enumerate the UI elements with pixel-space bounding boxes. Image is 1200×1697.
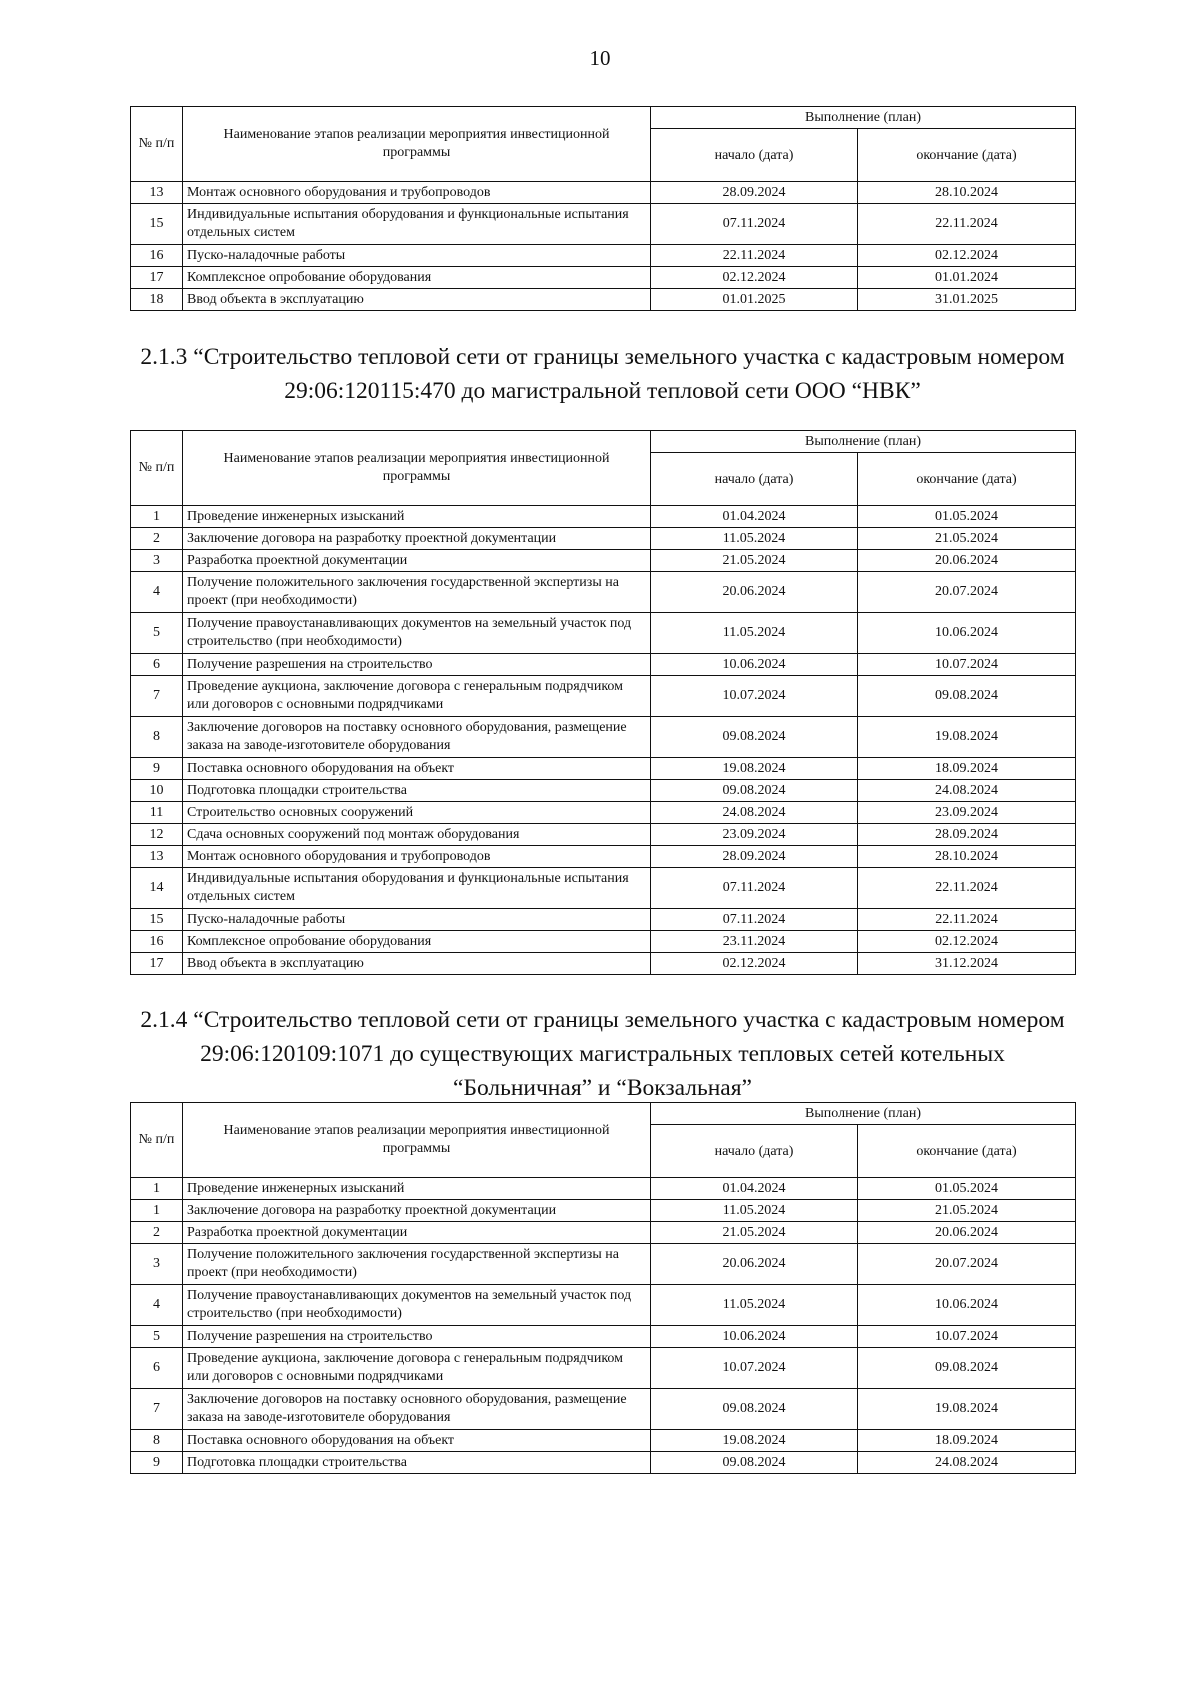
col-header-number: № п/п <box>131 107 183 182</box>
end-date: 24.08.2024 <box>858 780 1076 802</box>
end-date: 18.09.2024 <box>858 1430 1076 1452</box>
end-date: 19.08.2024 <box>858 1389 1076 1430</box>
table-row <box>131 267 1076 289</box>
start-date: 28.09.2024 <box>651 182 858 204</box>
end-date: 01.05.2024 <box>858 1178 1076 1200</box>
stage-name: Комплексное опробование оборудования <box>183 267 651 289</box>
start-date: 20.06.2024 <box>651 1244 858 1285</box>
col-header-stage-name: Наименование этапов реализации мероприятия инвестиционной программы <box>183 431 651 506</box>
table-row <box>131 289 1076 311</box>
table-row <box>131 506 1076 528</box>
row-number: 8 <box>131 717 183 758</box>
start-date: 07.11.2024 <box>651 204 858 245</box>
stage-name: Подготовка площадки строительства <box>183 1452 651 1474</box>
schedule-table <box>130 430 1076 975</box>
table-row <box>131 1326 1076 1348</box>
table-row <box>131 931 1076 953</box>
col-header-start-date: начало (дата) <box>651 1125 858 1178</box>
row-number: 2 <box>131 528 183 550</box>
row-number: 7 <box>131 1389 183 1430</box>
end-date: 10.07.2024 <box>858 654 1076 676</box>
stage-name: Комплексное опробование оборудования <box>183 931 651 953</box>
end-date: 20.06.2024 <box>858 550 1076 572</box>
section-heading-2-1-4: 2.1.4 “Строительство тепловой сети от границы земельного участка с кадастровым номером 29:06:120109:1071 до существующих магистральных тепловых сетей котельных “Больничная” и “Вокзальная” <box>140 1007 1065 1101</box>
stage-name: Разработка проектной документации <box>183 1222 651 1244</box>
stage-table-continuation <box>130 106 1075 311</box>
start-date: 11.05.2024 <box>651 1200 858 1222</box>
start-date: 10.07.2024 <box>651 1348 858 1389</box>
stage-name: Монтаж основного оборудования и трубопроводов <box>183 182 651 204</box>
table-row <box>131 824 1076 846</box>
row-number: 3 <box>131 1244 183 1285</box>
end-date: 31.12.2024 <box>858 953 1076 975</box>
start-date: 01.04.2024 <box>651 506 858 528</box>
table-row <box>131 204 1076 245</box>
row-number: 15 <box>131 909 183 931</box>
row-number: 10 <box>131 780 183 802</box>
stage-name: Получение положительного заключения государственной экспертизы на проект (при необходимости) <box>183 1244 651 1285</box>
row-number: 16 <box>131 245 183 267</box>
start-date: 09.08.2024 <box>651 717 858 758</box>
stage-name: Сдача основных сооружений под монтаж оборудования <box>183 824 651 846</box>
stage-name: Разработка проектной документации <box>183 550 651 572</box>
table-row <box>131 550 1076 572</box>
section-heading-2-1-3: 2.1.3 “Строительство тепловой сети от границы земельного участка с кадастровым номером 29:06:120115:470 до магистральной тепловой сети ООО “НВК” <box>140 344 1065 404</box>
table-row <box>131 717 1076 758</box>
schedule-table <box>130 106 1076 311</box>
end-date: 28.10.2024 <box>858 846 1076 868</box>
table-row <box>131 528 1076 550</box>
stage-name: Получение правоустанавливающих документов на земельный участок под строительство (при необходимости) <box>183 1285 651 1326</box>
row-number: 7 <box>131 676 183 717</box>
end-date: 20.07.2024 <box>858 572 1076 613</box>
end-date: 09.08.2024 <box>858 676 1076 717</box>
start-date: 22.11.2024 <box>651 245 858 267</box>
row-number: 12 <box>131 824 183 846</box>
stage-name: Ввод объекта в эксплуатацию <box>183 289 651 311</box>
end-date: 10.06.2024 <box>858 1285 1076 1326</box>
row-number: 9 <box>131 1452 183 1474</box>
row-number: 1 <box>131 1200 183 1222</box>
col-header-stage-name: Наименование этапов реализации мероприятия инвестиционной программы <box>183 1103 651 1178</box>
start-date: 28.09.2024 <box>651 846 858 868</box>
col-header-end-date: окончание (дата) <box>858 1125 1076 1178</box>
start-date: 19.08.2024 <box>651 758 858 780</box>
start-date: 07.11.2024 <box>651 909 858 931</box>
table-row <box>131 868 1076 909</box>
table-row <box>131 846 1076 868</box>
end-date: 01.01.2024 <box>858 267 1076 289</box>
table-row <box>131 676 1076 717</box>
stage-name: Проведение инженерных изысканий <box>183 1178 651 1200</box>
end-date: 20.06.2024 <box>858 1222 1076 1244</box>
start-date: 11.05.2024 <box>651 528 858 550</box>
start-date: 21.05.2024 <box>651 1222 858 1244</box>
row-number: 1 <box>131 1178 183 1200</box>
start-date: 20.06.2024 <box>651 572 858 613</box>
col-header-start-date: начало (дата) <box>651 129 858 182</box>
stage-name: Проведение аукциона, заключение договора с генеральным подрядчиком или договоров с основными подрядчиками <box>183 1348 651 1389</box>
end-date: 02.12.2024 <box>858 931 1076 953</box>
row-number: 16 <box>131 931 183 953</box>
row-number: 14 <box>131 868 183 909</box>
col-header-execution-plan: Выполнение (план) <box>651 1103 1076 1125</box>
end-date: 28.09.2024 <box>858 824 1076 846</box>
row-number: 3 <box>131 550 183 572</box>
row-number: 1 <box>131 506 183 528</box>
start-date: 09.08.2024 <box>651 1389 858 1430</box>
stage-name: Проведение инженерных изысканий <box>183 506 651 528</box>
table-row <box>131 1348 1076 1389</box>
table-row <box>131 1430 1076 1452</box>
row-number: 5 <box>131 613 183 654</box>
table-row <box>131 1285 1076 1326</box>
stage-name: Заключение договора на разработку проектной документации <box>183 528 651 550</box>
start-date: 01.01.2025 <box>651 289 858 311</box>
end-date: 31.01.2025 <box>858 289 1076 311</box>
end-date: 22.11.2024 <box>858 909 1076 931</box>
end-date: 23.09.2024 <box>858 802 1076 824</box>
start-date: 02.12.2024 <box>651 953 858 975</box>
start-date: 21.05.2024 <box>651 550 858 572</box>
table-row <box>131 802 1076 824</box>
table-row <box>131 953 1076 975</box>
row-number: 17 <box>131 953 183 975</box>
table-row <box>131 1244 1076 1285</box>
stage-name: Получение разрешения на строительство <box>183 654 651 676</box>
row-number: 18 <box>131 289 183 311</box>
table-row <box>131 1200 1076 1222</box>
stage-name: Заключение договоров на поставку основного оборудования, размещение заказа на заводе-изготовителе оборудования <box>183 1389 651 1430</box>
col-header-execution-plan: Выполнение (план) <box>651 431 1076 453</box>
col-header-execution-plan: Выполнение (план) <box>651 107 1076 129</box>
start-date: 01.04.2024 <box>651 1178 858 1200</box>
start-date: 24.08.2024 <box>651 802 858 824</box>
table-row <box>131 1178 1076 1200</box>
start-date: 23.11.2024 <box>651 931 858 953</box>
row-number: 8 <box>131 1430 183 1452</box>
page-number: 10 <box>589 46 611 70</box>
stage-name: Монтаж основного оборудования и трубопроводов <box>183 846 651 868</box>
table-row <box>131 182 1076 204</box>
start-date: 09.08.2024 <box>651 1452 858 1474</box>
start-date: 11.05.2024 <box>651 1285 858 1326</box>
start-date: 23.09.2024 <box>651 824 858 846</box>
row-number: 13 <box>131 182 183 204</box>
table-row <box>131 909 1076 931</box>
stage-name: Пуско-наладочные работы <box>183 909 651 931</box>
stage-name: Ввод объекта в эксплуатацию <box>183 953 651 975</box>
start-date: 11.05.2024 <box>651 613 858 654</box>
col-header-end-date: окончание (дата) <box>858 129 1076 182</box>
end-date: 18.09.2024 <box>858 758 1076 780</box>
table-row <box>131 1222 1076 1244</box>
start-date: 10.07.2024 <box>651 676 858 717</box>
end-date: 20.07.2024 <box>858 1244 1076 1285</box>
end-date: 21.05.2024 <box>858 1200 1076 1222</box>
col-header-stage-name: Наименование этапов реализации мероприятия инвестиционной программы <box>183 107 651 182</box>
stage-name: Индивидуальные испытания оборудования и функциональные испытания отдельных систем <box>183 204 651 245</box>
schedule-table <box>130 1102 1076 1474</box>
stage-name: Поставка основного оборудования на объект <box>183 758 651 780</box>
col-header-number: № п/п <box>131 1103 183 1178</box>
table-row <box>131 613 1076 654</box>
row-number: 13 <box>131 846 183 868</box>
row-number: 4 <box>131 572 183 613</box>
col-header-start-date: начало (дата) <box>651 453 858 506</box>
stage-name: Индивидуальные испытания оборудования и функциональные испытания отдельных систем <box>183 868 651 909</box>
stage-name: Получение разрешения на строительство <box>183 1326 651 1348</box>
stage-name: Заключение договоров на поставку основного оборудования, размещение заказа на заводе-изготовителе оборудования <box>183 717 651 758</box>
table-row <box>131 1389 1076 1430</box>
end-date: 10.06.2024 <box>858 613 1076 654</box>
stage-name: Получение положительного заключения государственной экспертизы на проект (при необходимости) <box>183 572 651 613</box>
end-date: 24.08.2024 <box>858 1452 1076 1474</box>
table-row <box>131 654 1076 676</box>
end-date: 09.08.2024 <box>858 1348 1076 1389</box>
stage-name: Подготовка площадки строительства <box>183 780 651 802</box>
start-date: 10.06.2024 <box>651 1326 858 1348</box>
row-number: 15 <box>131 204 183 245</box>
start-date: 02.12.2024 <box>651 267 858 289</box>
end-date: 01.05.2024 <box>858 506 1076 528</box>
end-date: 22.11.2024 <box>858 204 1076 245</box>
end-date: 22.11.2024 <box>858 868 1076 909</box>
row-number: 5 <box>131 1326 183 1348</box>
table-row <box>131 1452 1076 1474</box>
stage-name: Строительство основных сооружений <box>183 802 651 824</box>
start-date: 10.06.2024 <box>651 654 858 676</box>
start-date: 07.11.2024 <box>651 868 858 909</box>
row-number: 9 <box>131 758 183 780</box>
table-row <box>131 758 1076 780</box>
col-header-end-date: окончание (дата) <box>858 453 1076 506</box>
row-number: 17 <box>131 267 183 289</box>
row-number: 4 <box>131 1285 183 1326</box>
row-number: 6 <box>131 654 183 676</box>
end-date: 28.10.2024 <box>858 182 1076 204</box>
stage-name: Пуско-наладочные работы <box>183 245 651 267</box>
end-date: 19.08.2024 <box>858 717 1076 758</box>
end-date: 21.05.2024 <box>858 528 1076 550</box>
start-date: 09.08.2024 <box>651 780 858 802</box>
stage-name: Заключение договора на разработку проектной документации <box>183 1200 651 1222</box>
stage-name: Проведение аукциона, заключение договора с генеральным подрядчиком или договоров с основными подрядчиками <box>183 676 651 717</box>
stage-name: Получение правоустанавливающих документов на земельный участок под строительство (при необходимости) <box>183 613 651 654</box>
end-date: 10.07.2024 <box>858 1326 1076 1348</box>
row-number: 6 <box>131 1348 183 1389</box>
table-row <box>131 245 1076 267</box>
col-header-number: № п/п <box>131 431 183 506</box>
stage-table-2-1-3 <box>130 430 1075 975</box>
row-number: 2 <box>131 1222 183 1244</box>
stage-table-2-1-4 <box>130 1102 1075 1474</box>
table-row <box>131 780 1076 802</box>
table-row <box>131 572 1076 613</box>
stage-name: Поставка основного оборудования на объект <box>183 1430 651 1452</box>
end-date: 02.12.2024 <box>858 245 1076 267</box>
start-date: 19.08.2024 <box>651 1430 858 1452</box>
row-number: 11 <box>131 802 183 824</box>
